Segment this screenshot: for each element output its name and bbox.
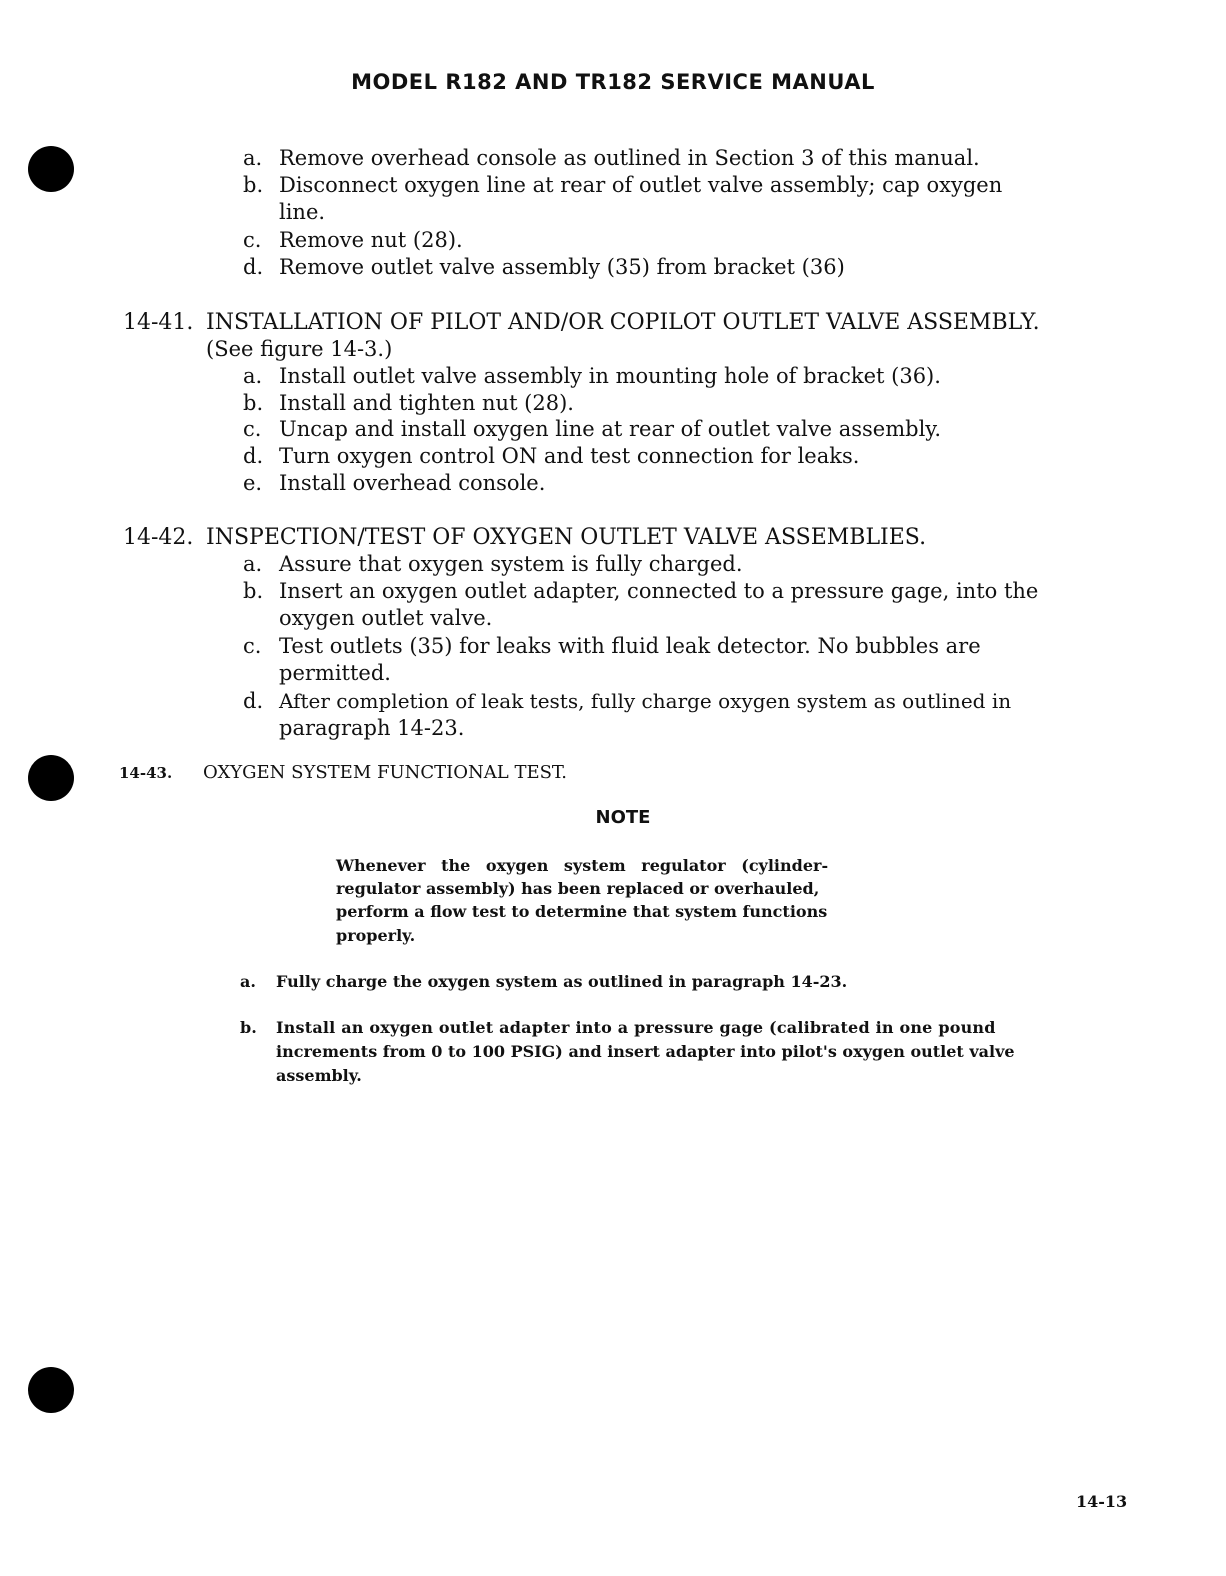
step-text-continued: paragraph 14-23.	[279, 716, 465, 740]
section-title: INSTALLATION OF PILOT AND/OR COPILOT OUTLET VALVE ASSEMBLY.	[206, 310, 1040, 335]
step-label: b.	[243, 579, 264, 603]
step-label: b.	[243, 391, 264, 415]
step-text-continued: line.	[279, 200, 326, 224]
page-header: MODEL R182 AND TR182 SERVICE MANUAL	[351, 70, 875, 94]
section-number: 14-42.	[123, 525, 194, 550]
step-text: Remove outlet valve assembly (35) from bracket (36)	[279, 255, 845, 279]
step-label: c.	[243, 417, 262, 441]
step-text: Install overhead console.	[279, 471, 546, 495]
step-text: Turn oxygen control ON and test connection for leaks.	[279, 444, 860, 468]
note-heading: NOTE	[595, 807, 651, 828]
note-line: Whenever the oxygen system regulator (cylinder-	[336, 856, 829, 875]
step-text: Uncap and install oxygen line at rear of outlet valve assembly.	[279, 417, 942, 441]
step-text-continued: permitted.	[279, 661, 391, 685]
step-text: Install outlet valve assembly in mounting hole of bracket (36).	[279, 364, 941, 388]
note-line: properly.	[336, 926, 416, 945]
step-text: Fully charge the oxygen system as outlined in paragraph 14-23.	[276, 972, 848, 991]
section-title: OXYGEN SYSTEM FUNCTIONAL TEST.	[203, 762, 568, 783]
step-label: d.	[243, 255, 264, 279]
section-number: 14-41.	[123, 310, 194, 335]
step-text: Install an oxygen outlet adapter into a pressure gage (calibrated in one pound	[276, 1018, 996, 1037]
step-label: b.	[243, 173, 264, 197]
step-label: e.	[243, 471, 263, 495]
step-text: Remove overhead console as outlined in Section 3 of this manual.	[279, 146, 980, 170]
step-text: Test outlets (35) for leaks with fluid leak detector. No bubbles are	[279, 634, 981, 658]
step-text: Disconnect oxygen line at rear of outlet valve assembly; cap oxygen	[279, 173, 1003, 197]
step-text: After completion of leak tests, fully charge oxygen system as outlined in	[279, 689, 1012, 713]
step-label: d.	[243, 689, 264, 713]
step-label: c.	[243, 634, 262, 658]
binder-hole-middle	[28, 755, 74, 801]
step-text: Assure that oxygen system is fully charged.	[279, 552, 743, 576]
step-label: a.	[243, 552, 263, 576]
step-label: a.	[243, 146, 263, 170]
step-text-continued: increments from 0 to 100 PSIG) and insert adapter into pilot's oxygen outlet valve	[276, 1042, 1015, 1061]
step-text: Install and tighten nut (28).	[279, 391, 574, 415]
step-text-continued: assembly.	[276, 1066, 362, 1085]
section-subtitle: (See figure 14-3.)	[206, 337, 393, 361]
step-text: Insert an oxygen outlet adapter, connected to a pressure gage, into the	[279, 579, 1039, 603]
step-label: a.	[240, 972, 256, 991]
step-label: c.	[243, 228, 262, 252]
binder-hole-top	[28, 146, 74, 192]
section-title: INSPECTION/TEST OF OXYGEN OUTLET VALVE ASSEMBLIES.	[206, 525, 927, 550]
step-label: a.	[243, 364, 263, 388]
step-text: Remove nut (28).	[279, 228, 463, 252]
step-label: d.	[243, 444, 264, 468]
step-label: b.	[240, 1018, 257, 1037]
page-number: 14-13	[1076, 1492, 1128, 1511]
note-line: perform a flow test to determine that system functions	[336, 902, 828, 921]
section-number: 14-43.	[119, 764, 173, 782]
note-line: regulator assembly) has been replaced or overhauled,	[336, 879, 820, 898]
step-text-continued: oxygen outlet valve.	[279, 606, 493, 630]
binder-hole-bottom	[28, 1367, 74, 1413]
